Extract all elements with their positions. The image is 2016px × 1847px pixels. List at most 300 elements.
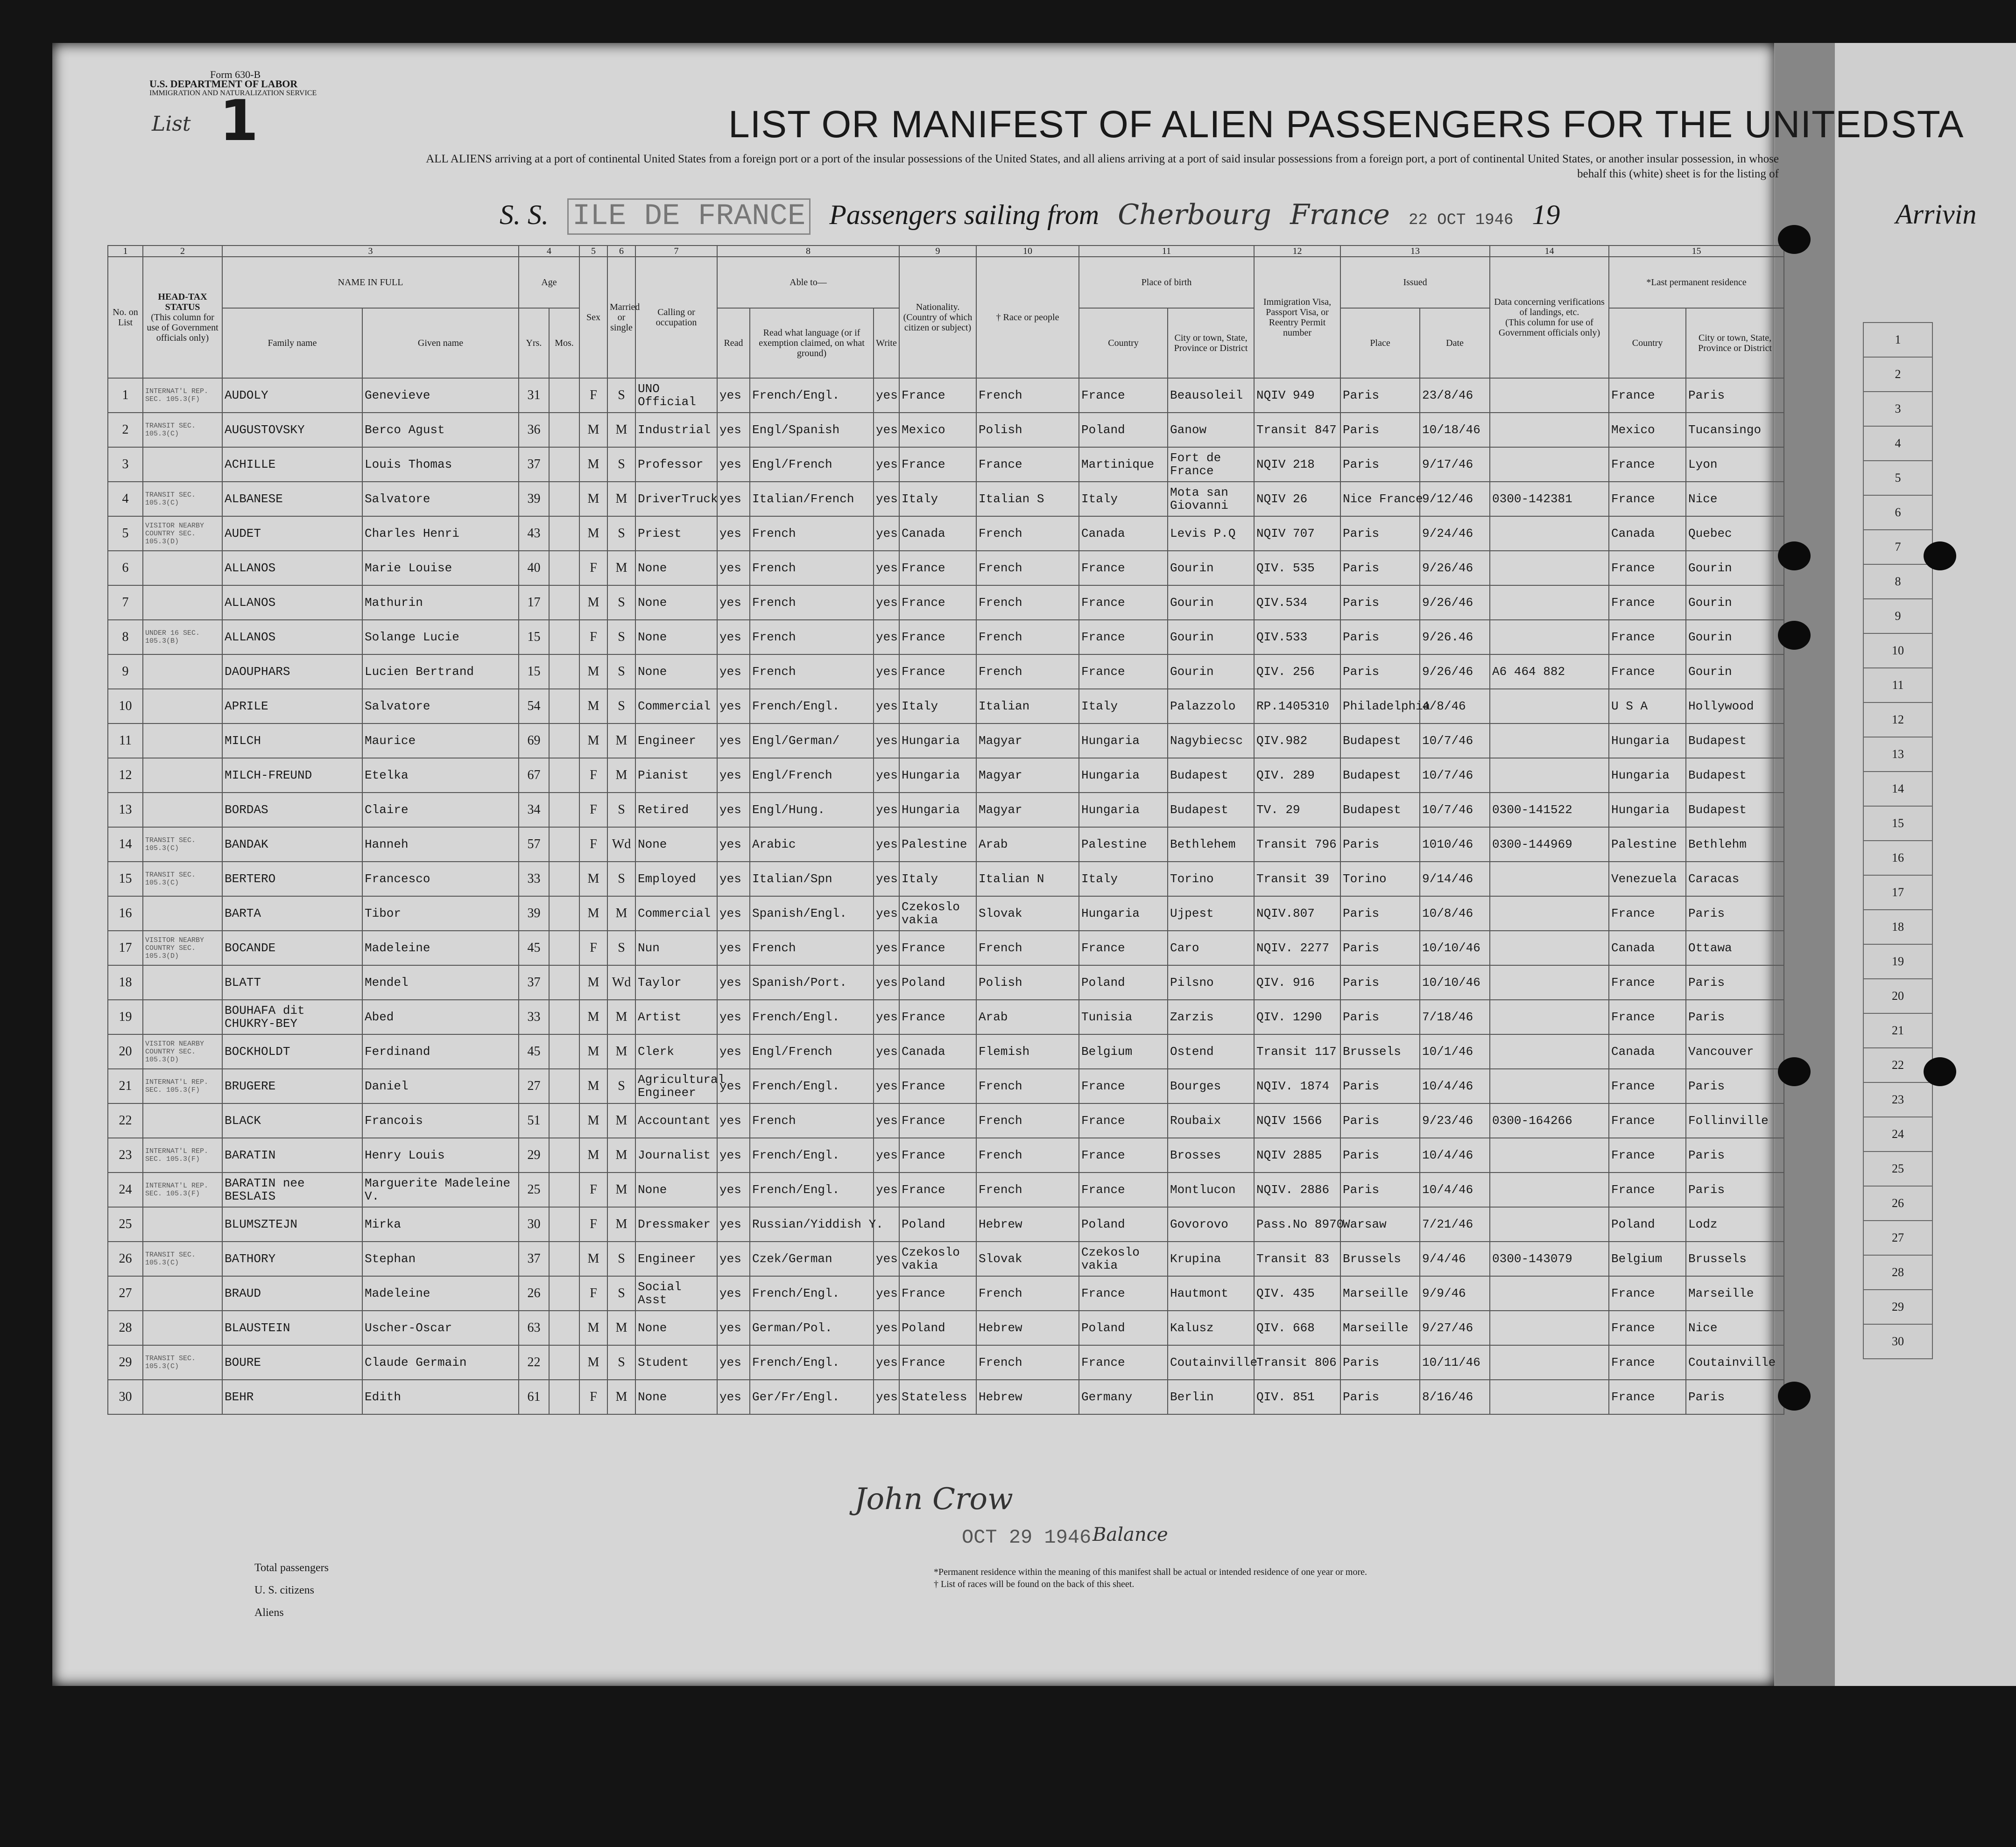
cell-sex: F (579, 793, 607, 827)
cell-birth_city: Budapest (1168, 793, 1254, 827)
next-page-row (1863, 357, 1932, 392)
cell-place: Budapest (1340, 758, 1420, 793)
cell-mos (549, 965, 579, 1000)
cell-sex: M (579, 1000, 607, 1034)
cell-mos (549, 1311, 579, 1345)
cell-read: yes (717, 1173, 750, 1207)
cell-ms: M (607, 1103, 635, 1138)
col-num-13: 13 (1340, 246, 1490, 257)
cell-tax: INTERNAT'L REP. SEC. 105.3(F) (143, 1138, 222, 1173)
header-able-to: Able to— (717, 257, 899, 308)
cell-tax: INTERNAT'L REP. SEC. 105.3(F) (143, 1173, 222, 1207)
cell-verify (1490, 862, 1609, 896)
cell-res_country: Hungaria (1609, 723, 1686, 758)
cell-tax (143, 551, 222, 585)
cell-given: Daniel (362, 1069, 519, 1103)
next-page-row-number: 17 (1863, 875, 1932, 910)
table-row (108, 793, 1784, 827)
cell-given: Ferdinand (362, 1034, 519, 1069)
cell-occupation: DriverTruck (635, 482, 717, 516)
cell-ms: Wd (607, 965, 635, 1000)
cell-birth_country: Czekoslo vakia (1079, 1242, 1168, 1276)
cell-family: DAOUPHARS (222, 654, 362, 689)
cell-mos (549, 1000, 579, 1034)
cell-family: BLATT (222, 965, 362, 1000)
cell-res_country: France (1609, 482, 1686, 516)
cell-read: yes (717, 793, 750, 827)
year-prefix: 19 (1532, 199, 1560, 230)
cell-read: yes (717, 862, 750, 896)
col-num-6: 6 (607, 246, 635, 257)
cell-res_city: Marseille (1686, 1276, 1784, 1311)
us-citizens-label: U. S. citizens (254, 1584, 314, 1596)
cell-occupation: UNO Official (635, 378, 717, 413)
cell-read: yes (717, 378, 750, 413)
cell-res_city: Paris (1686, 1069, 1784, 1103)
manifest-title: LIST OR MANIFEST OF ALIEN PASSENGERS FOR THE UNITED (728, 103, 1890, 146)
cell-nationality: France (899, 931, 976, 965)
cell-birth_country: France (1079, 1138, 1168, 1173)
cell-birth_city: Fort de France (1168, 447, 1254, 482)
next-page-row-number: 22 (1863, 1048, 1932, 1082)
cell-family: AUDET (222, 516, 362, 551)
cell-given: Hanneh (362, 827, 519, 862)
cell-birth_city: Berlin (1168, 1380, 1254, 1414)
cell-no: 19 (108, 1000, 143, 1034)
cell-res_city: Budapest (1686, 758, 1784, 793)
next-page-row-number: 18 (1863, 910, 1932, 944)
cell-read: yes (717, 827, 750, 862)
next-page-row-number: 27 (1863, 1221, 1932, 1255)
cell-occupation: Dressmaker (635, 1207, 717, 1242)
cell-visa: Transit 806 (1254, 1345, 1340, 1380)
cell-ms: S (607, 447, 635, 482)
cell-occupation: Artist (635, 1000, 717, 1034)
cell-place: Philadelphia (1340, 689, 1420, 723)
cell-res_city: Budapest (1686, 723, 1784, 758)
next-page-row-number: 2 (1863, 357, 1932, 392)
cell-family: BOUHAFA dit CHUKRY-BEY (222, 1000, 362, 1034)
header-issued: Issued (1340, 257, 1490, 308)
cell-res_country: France (1609, 1311, 1686, 1345)
col-num-5: 5 (579, 246, 607, 257)
cell-age: 29 (519, 1138, 549, 1173)
cell-ms: S (607, 378, 635, 413)
cell-read: yes (717, 447, 750, 482)
cell-tax (143, 896, 222, 931)
cell-family: BATHORY (222, 1242, 362, 1276)
cell-race: Arab (976, 827, 1079, 862)
cell-no: 26 (108, 1242, 143, 1276)
cell-given: Stephan (362, 1242, 519, 1276)
cell-date: 10/4/46 (1420, 1173, 1490, 1207)
cell-language: Italian/Spn (750, 862, 874, 896)
cell-res_city: Hollywood (1686, 689, 1784, 723)
cell-nationality: France (899, 1138, 976, 1173)
cell-birth_city: Roubaix (1168, 1103, 1254, 1138)
cell-write: yes (874, 413, 899, 447)
cell-write: yes (874, 1103, 899, 1138)
next-page-row-number: 24 (1863, 1117, 1932, 1152)
cell-ms: M (607, 1207, 635, 1242)
cell-nationality: Italy (899, 862, 976, 896)
cell-family: ALLANOS (222, 585, 362, 620)
cell-visa: NQIV. 2277 (1254, 931, 1340, 965)
cell-age: 27 (519, 1069, 549, 1103)
cell-mos (549, 758, 579, 793)
cell-mos (549, 585, 579, 620)
cell-place: Paris (1340, 585, 1420, 620)
table-row (108, 516, 1784, 551)
table-row (108, 1242, 1784, 1276)
cell-res_city: Lodz (1686, 1207, 1784, 1242)
next-page-row-number: 14 (1863, 772, 1932, 806)
cell-birth_city: Gourin (1168, 654, 1254, 689)
table-row (108, 931, 1784, 965)
cell-language: French/Engl. (750, 689, 874, 723)
cell-family: BRUGERE (222, 1069, 362, 1103)
cell-age: 67 (519, 758, 549, 793)
cell-family: MILCH-FREUND (222, 758, 362, 793)
cell-family: AUDOLY (222, 378, 362, 413)
table-row (108, 1069, 1784, 1103)
cell-tax: VISITOR NEARBY COUNTRY SEC. 105.3(D) (143, 931, 222, 965)
next-page-row-number: 6 (1863, 495, 1932, 530)
cell-res_country: France (1609, 1380, 1686, 1414)
cell-age: 22 (519, 1345, 549, 1380)
cell-no: 22 (108, 1103, 143, 1138)
cell-verify (1490, 689, 1609, 723)
manifest-title-continued: STA (1891, 103, 1964, 146)
cell-sex: F (579, 378, 607, 413)
cell-visa: QIV. 535 (1254, 551, 1340, 585)
cell-birth_city: Kalusz (1168, 1311, 1254, 1345)
cell-date: 10/7/46 (1420, 758, 1490, 793)
cell-res_country: France (1609, 1138, 1686, 1173)
aliens-label: Aliens (254, 1607, 284, 1619)
header-birth-country: Country (1079, 308, 1168, 378)
cell-family: ALBANESE (222, 482, 362, 516)
cell-occupation: Industrial (635, 413, 717, 447)
cell-place: Paris (1340, 620, 1420, 654)
cell-res_city: Paris (1686, 1000, 1784, 1034)
cell-nationality: Canada (899, 516, 976, 551)
cell-res_city: Budapest (1686, 793, 1784, 827)
next-page-row-number: 26 (1863, 1186, 1932, 1221)
cell-given: Francois (362, 1103, 519, 1138)
table-row (108, 1380, 1784, 1414)
next-page-row (1863, 841, 1932, 875)
cell-birth_city: Ujpest (1168, 896, 1254, 931)
cell-visa: RP.1405310 (1254, 689, 1340, 723)
cell-place: Marseille (1340, 1276, 1420, 1311)
cell-ms: M (607, 1311, 635, 1345)
cell-read: yes (717, 620, 750, 654)
header-married: Married or single (607, 257, 635, 378)
cell-date: 9/17/46 (1420, 447, 1490, 482)
header-name-in-full: NAME IN FULL (222, 257, 519, 308)
table-row (108, 1000, 1784, 1034)
cell-place: Paris (1340, 1345, 1420, 1380)
cell-given: Maurice (362, 723, 519, 758)
header-write: Write (874, 308, 899, 378)
cell-family: MILCH (222, 723, 362, 758)
cell-res_country: France (1609, 965, 1686, 1000)
cell-res_city: Quebec (1686, 516, 1784, 551)
cell-res_city: Paris (1686, 965, 1784, 1000)
header-issued-date: Date (1420, 308, 1490, 378)
punch-hole (1778, 1382, 1811, 1411)
cell-language: French (750, 551, 874, 585)
cell-tax: TRANSIT SEC. 105.3(C) (143, 413, 222, 447)
cell-verify (1490, 1069, 1609, 1103)
cell-date: 10/18/46 (1420, 413, 1490, 447)
cell-birth_city: Beausoleil (1168, 378, 1254, 413)
cell-date: 8/16/46 (1420, 1380, 1490, 1414)
cell-occupation: Engineer (635, 723, 717, 758)
table-row (108, 482, 1784, 516)
cell-mos (549, 1173, 579, 1207)
cell-birth_city: Zarzis (1168, 1000, 1254, 1034)
cell-read: yes (717, 413, 750, 447)
cell-nationality: Hungaria (899, 758, 976, 793)
cell-mos (549, 1345, 579, 1380)
cell-age: 40 (519, 551, 549, 585)
cell-write: yes (874, 447, 899, 482)
cell-family: BEHR (222, 1380, 362, 1414)
cell-res_city: Bethlehm (1686, 827, 1784, 862)
cell-occupation: Priest (635, 516, 717, 551)
cell-place: Brussels (1340, 1242, 1420, 1276)
cell-no: 25 (108, 1207, 143, 1242)
table-row (108, 1207, 1784, 1242)
cell-mos (549, 862, 579, 896)
col-num-8: 8 (717, 246, 899, 257)
col-num-12: 12 (1254, 246, 1340, 257)
cell-read: yes (717, 965, 750, 1000)
cell-no: 3 (108, 447, 143, 482)
cell-write: yes (874, 1034, 899, 1069)
cell-birth_country: Hungaria (1079, 793, 1168, 827)
cell-race: French (976, 378, 1079, 413)
cell-birth_country: Canada (1079, 516, 1168, 551)
table-row (108, 551, 1784, 585)
cell-birth_city: Torino (1168, 862, 1254, 896)
cell-res_country: Palestine (1609, 827, 1686, 862)
cell-tax (143, 1207, 222, 1242)
cell-age: 36 (519, 413, 549, 447)
cell-res_country: Canada (1609, 516, 1686, 551)
cell-res_city: Nice (1686, 1311, 1784, 1345)
next-page-row-number: 3 (1863, 392, 1932, 426)
cell-sex: F (579, 827, 607, 862)
footnote-races: † List of races will be found on the back of this sheet. (934, 1579, 1135, 1589)
cell-occupation: Engineer (635, 1242, 717, 1276)
cell-birth_city: Bethlehem (1168, 827, 1254, 862)
cell-age: 25 (519, 1173, 549, 1207)
cell-no: 8 (108, 620, 143, 654)
cell-occupation: Commercial (635, 689, 717, 723)
cell-no: 4 (108, 482, 143, 516)
cell-visa: QIV.534 (1254, 585, 1340, 620)
col-num-11: 11 (1079, 246, 1254, 257)
next-page-row (1863, 564, 1932, 599)
cell-language: French/Engl. (750, 1069, 874, 1103)
cell-visa: Transit 796 (1254, 827, 1340, 862)
cell-res_country: France (1609, 1103, 1686, 1138)
cell-occupation: None (635, 1380, 717, 1414)
cell-visa: NQIV 1566 (1254, 1103, 1340, 1138)
cell-read: yes (717, 723, 750, 758)
cell-birth_country: Hungaria (1079, 896, 1168, 931)
ss-label: S. S. (500, 199, 549, 230)
cell-read: yes (717, 1207, 750, 1242)
cell-visa: QIV. 435 (1254, 1276, 1340, 1311)
next-page-row-number: 21 (1863, 1013, 1932, 1048)
cell-family: ALLANOS (222, 620, 362, 654)
header-head-tax: HEAD-TAX STATUS (This column for use of Government officials only) (143, 257, 222, 378)
cell-language: French (750, 931, 874, 965)
form-number: Form 630-B (210, 69, 261, 80)
cell-verify (1490, 965, 1609, 1000)
cell-visa: NQIV. 1874 (1254, 1069, 1340, 1103)
cell-race: Polish (976, 965, 1079, 1000)
passenger-rows (108, 378, 1784, 1414)
next-page-row-number: 30 (1863, 1324, 1932, 1359)
header-mos: Mos. (549, 308, 579, 378)
cell-write: yes (874, 862, 899, 896)
cell-nationality: Poland (899, 1311, 976, 1345)
cell-no: 7 (108, 585, 143, 620)
cell-write: yes (874, 1276, 899, 1311)
cell-age: 43 (519, 516, 549, 551)
cell-sex: M (579, 585, 607, 620)
cell-race: Italian N (976, 862, 1079, 896)
punch-hole (1924, 1057, 1956, 1086)
next-page-row (1863, 668, 1932, 702)
cell-verify (1490, 413, 1609, 447)
cell-verify (1490, 896, 1609, 931)
cell-place: Nice France (1340, 482, 1420, 516)
cell-birth_city: Pilsno (1168, 965, 1254, 1000)
cell-tax (143, 758, 222, 793)
cell-write: yes (874, 758, 899, 793)
cell-read: yes (717, 551, 750, 585)
cell-birth_city: Govorovo (1168, 1207, 1254, 1242)
table-row (108, 1138, 1784, 1173)
cell-language: French (750, 585, 874, 620)
cell-date: 9/23/46 (1420, 1103, 1490, 1138)
cell-birth_country: France (1079, 1173, 1168, 1207)
col-num-2: 2 (143, 246, 222, 257)
cell-given: Louis Thomas (362, 447, 519, 482)
cell-verify (1490, 1000, 1609, 1034)
cell-nationality: Canada (899, 1034, 976, 1069)
cell-birth_city: Brosses (1168, 1138, 1254, 1173)
cell-tax (143, 1000, 222, 1034)
cell-family: BOCKHOLDT (222, 1034, 362, 1069)
footnote-residence: *Permanent residence within the meaning of this manifest shall be actual or intended residence of one year or more. (934, 1567, 1367, 1577)
service-name: IMMIGRATION AND NATURALIZATION SERVICE (149, 89, 317, 97)
header-birth-city: City or town, State, Province or District (1168, 308, 1254, 378)
cell-given: Marie Louise (362, 551, 519, 585)
next-page-row-number: 29 (1863, 1290, 1932, 1324)
cell-place: Paris (1340, 931, 1420, 965)
cell-verify: 0300-143079 (1490, 1242, 1609, 1276)
cell-no: 29 (108, 1345, 143, 1380)
cell-write: yes (874, 723, 899, 758)
cell-date: 10/1/46 (1420, 1034, 1490, 1069)
cell-write: yes (874, 482, 899, 516)
cell-res_country: Mexico (1609, 413, 1686, 447)
arriving-label: Arrivin (1896, 199, 1977, 230)
next-page-row-number: 8 (1863, 564, 1932, 599)
cell-given: Mendel (362, 965, 519, 1000)
cell-race: Flemish (976, 1034, 1079, 1069)
next-page-row (1863, 1255, 1932, 1290)
cell-verify (1490, 1276, 1609, 1311)
cell-age: 33 (519, 862, 549, 896)
cell-tax (143, 585, 222, 620)
cell-place: Paris (1340, 1380, 1420, 1414)
cell-mos (549, 482, 579, 516)
header-issued-place: Place (1340, 308, 1420, 378)
cell-race: France (976, 447, 1079, 482)
cell-given: Mathurin (362, 585, 519, 620)
cell-occupation: Taylor (635, 965, 717, 1000)
cell-sex: M (579, 516, 607, 551)
cell-birth_country: France (1079, 378, 1168, 413)
cell-nationality: France (899, 447, 976, 482)
cell-birth_city: Hautmont (1168, 1276, 1254, 1311)
cell-res_country: France (1609, 1276, 1686, 1311)
cell-res_city: Gourin (1686, 551, 1784, 585)
cell-family: BARATIN nee BESLAIS (222, 1173, 362, 1207)
cell-age: 54 (519, 689, 549, 723)
cell-verify (1490, 516, 1609, 551)
cell-date: 9/12/46 (1420, 482, 1490, 516)
cell-age: 45 (519, 1034, 549, 1069)
cell-age: 34 (519, 793, 549, 827)
balance-note: Balance (1093, 1524, 1168, 1545)
next-page-row (1863, 875, 1932, 910)
cell-nationality: Palestine (899, 827, 976, 862)
cell-no: 10 (108, 689, 143, 723)
cell-sex: M (579, 1103, 607, 1138)
cell-birth_country: France (1079, 620, 1168, 654)
col-num-15: 15 (1609, 246, 1784, 257)
table-row (108, 965, 1784, 1000)
cell-ms: S (607, 654, 635, 689)
cell-family: APRILE (222, 689, 362, 723)
cell-read: yes (717, 1345, 750, 1380)
departure-port: Cherbourg (1118, 198, 1272, 231)
cell-mos (549, 827, 579, 862)
next-page-column (1863, 322, 1933, 1359)
next-page-row (1863, 392, 1932, 426)
cell-race: French (976, 931, 1079, 965)
cell-sex: M (579, 689, 607, 723)
cell-birth_country: Palestine (1079, 827, 1168, 862)
cell-language: Ger/Fr/Engl. (750, 1380, 874, 1414)
cell-visa: NQIV. 2886 (1254, 1173, 1340, 1207)
cell-verify (1490, 378, 1609, 413)
next-page-row (1863, 1186, 1932, 1221)
cell-mos (549, 931, 579, 965)
cell-read: yes (717, 1138, 750, 1173)
cell-place: Paris (1340, 551, 1420, 585)
header-sex: Sex (579, 257, 607, 378)
